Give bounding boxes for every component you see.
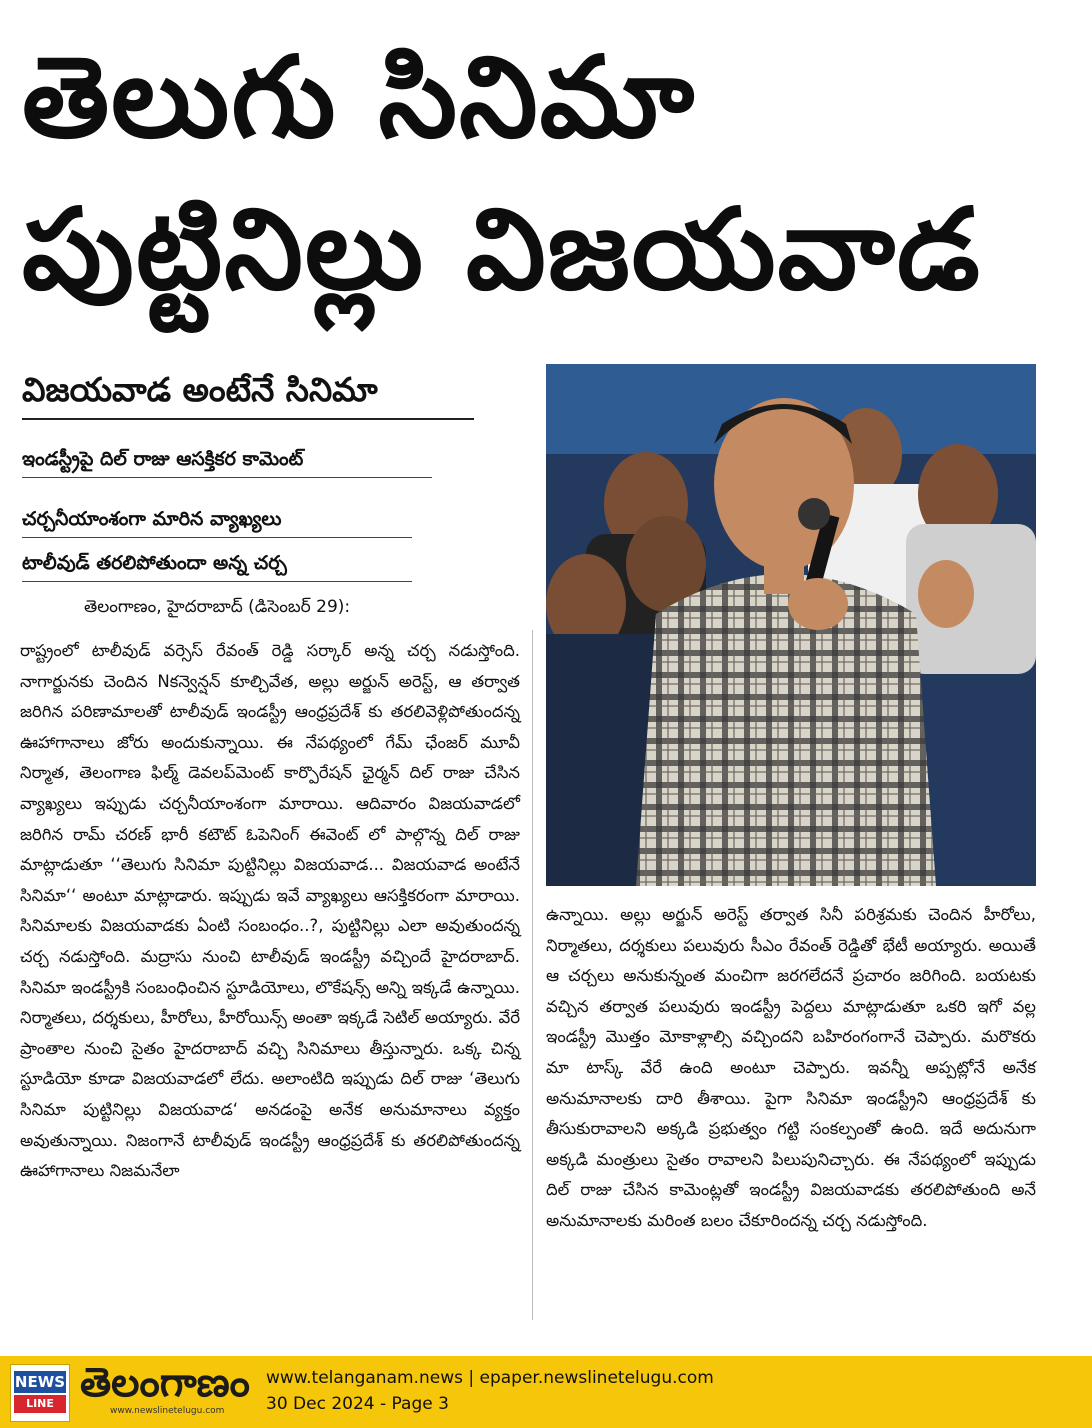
logo-line-text: LINE <box>14 1395 66 1413</box>
dateline: తెలంగాణం, హైదరాబాద్ (డిసెంబర్ 29): <box>84 597 351 617</box>
footer-date-page: 30 Dec 2024 - Page 3 <box>266 1394 449 1414</box>
footer-urls: www.telanganam.news | epaper.newslinetelugu.com <box>266 1368 714 1388</box>
article-body-right <box>546 900 1036 1237</box>
newsline-logo <box>10 1364 70 1422</box>
column-divider <box>532 630 533 1320</box>
logo-news-text: NEWS <box>14 1373 66 1391</box>
kicker-3: టాలీవుడ్ తరలిపోతుందా అన్న చర్చ <box>22 548 412 582</box>
article-photo <box>546 364 1036 886</box>
headline <box>22 22 1082 326</box>
telanganam-brand: తెలంగాణం <box>80 1360 250 1406</box>
subhead: విజయవాడ అంటేనే సినిమా <box>22 368 474 420</box>
headline-line-1: తెలుగు సినిమా <box>22 33 697 163</box>
footer-bar <box>0 1356 1092 1428</box>
headline-line-2: పుట్టినిల్లు విజయవాడ <box>22 185 982 315</box>
brand-website: www.newslinetelugu.com <box>110 1406 225 1416</box>
photo-illustration <box>546 364 1036 886</box>
body-left-text: రాష్ట్రంలో టాలీవుడ్ వర్సెస్ రేవంత్ రెడ్డి సర్కార్ అన్న చర్చ నడుస్తోంది. నాగార్జునకు చెందిన Nకన్వెన్షన్ కూల్చివేత, అల్లు అర్జున్ అరెస్ట్, ఆ తర్వాత జరిగిన పరిణామాలతో టాలీవుడ్ ఇండస్ట్రీ ఆంధ్రప్రదేశ్ కు తరలివెళ్లిపోతుందన్న ఊహాగానాలు జోరు అందుకున్నాయి. ఈ నేపథ్యంలో గేమ్ ఛేంజర్ మూవీ నిర్మాత, తెలంగాణ ఫిల్మ్ డెవలప్‌మెంట్ కార్పొరేషన్ ఛైర్మన్ దిల్ రాజు చేసిన వ్యాఖ్యలు ఇప్పుడు చర్చనీయాంశంగా మారాయి. ఆదివారం విజయవాడలో జరిగిన రామ్ చరణ్ భారీ కటౌట్ ఓపెనింగ్ ఈవెంట్ లో పాల్గొన్న దిల్ రాజు మాట్లాడుతూ ‘‘తెలుగు సినిమా పుట్టినిల్లు విజయవాడ... విజయవాడ అంటేనే సినిమా‘‘ అంటూ మాట్లాడారు. ఇప్పుడు ఇవే వ్యాఖ్యలు ఆసక్తికరంగా మారాయి. సినిమాలకు విజయవాడకు ఏంటి సంబంధం..?, పుట్టినిల్లు ఎలా అవుతుందన్న చర్చ నడుస్తోంది. మద్రాసు నుంచి టాలీవుడ్ ఇండస్ట్రీ వచ్చిందే హైదరాబాద్. సినిమా ఇండస్ట్రీకి సంబంధించిన స్టూడియోలు, లొకేషన్స్ అన్ని ఇక్కడే ఉన్నాయి. నిర్మాతలు, దర్శకులు, హీరోలు, హీరోయిన్స్ అంతా ఇక్కడే సెటిల్ అయ్యారు. వేరే ప్రాంతాల నుంచి సైతం హైదరాబాద్ వచ్చి సినిమాలు తీస్తున్నారు. ఒక్క చిన్న స్టూడియో కూడా విజయవాడలో లేదు. అలాంటిది ఇప్పుడు దిల్ రాజు ‘తెలుగు సినిమా పుట్టినిల్లు విజయవాడ‘ అనడంపై అనేక అనుమానాలు వ్యక్తం అవుతున్నాయి. నిజంగానే టాలీవుడ్ ఇండస్ట్రీ ఆంధ్రప్రదేశ్ కు తరలిపోతుందన్న ఊహాగానాలు నిజమనేలా <box>20 641 520 1181</box>
article-body-left <box>20 636 520 1187</box>
kicker-1: ఇండస్ట్రీపై దిల్ రాజు ఆసక్తికర కామెంట్ <box>22 444 432 478</box>
kicker-2: చర్చనీయాంశంగా మారిన వ్యాఖ్యలు <box>22 504 412 538</box>
body-right-text: ఉన్నాయి. అల్లు అర్జున్ అరెస్ట్ తర్వాత సినీ పరిశ్రమకు చెందిన హీరోలు, నిర్మాతలు, దర్శకులు పలువురు సీఎం రేవంత్ రెడ్డితో భేటీ అయ్యారు. అయితే ఆ చర్చలు అనుకున్నంత మంచిగా జరగలేదనే ప్రచారం జరిగింది. బయటకు వచ్చిన తర్వాత పలువురు ఇండస్ట్రీ పెద్దలు మాట్లాడుతూ ఒకరి ఇగో వల్ల ఇండస్ట్రీ మొత్తం మోకాళ్లాల్సి వచ్చిందని బహిరంగంగానే చెప్పారు. మరొకరు మా టాస్క్ వేరే ఉంది అంటూ చెప్పారు. ఇవన్నీ అప్పట్లోనే అనేక అనుమానాలకు దారి తీశాయి. పైగా సినిమా ఇండస్ట్రీని ఆంధ్రప్రదేశ్ కు తీసుకురావాలని అక్కడి ప్రభుత్వం గట్టి సంకల్పంతో ఉంది. ఇదే అదునుగా అక్కడి మంత్రులు సైతం రావాలని పిలుపునిచ్చారు. ఈ నేపథ్యంలో ఇప్పుడు దిల్ రాజు చేసిన కామెంట్లతో ఇండస్ట్రీ విజయవాడకు తరలిపోతుంది అనే అనుమానాలకు మరింత బలం చేకూరిందన్న చర్చ నడుస్తోంది. <box>546 905 1036 1230</box>
